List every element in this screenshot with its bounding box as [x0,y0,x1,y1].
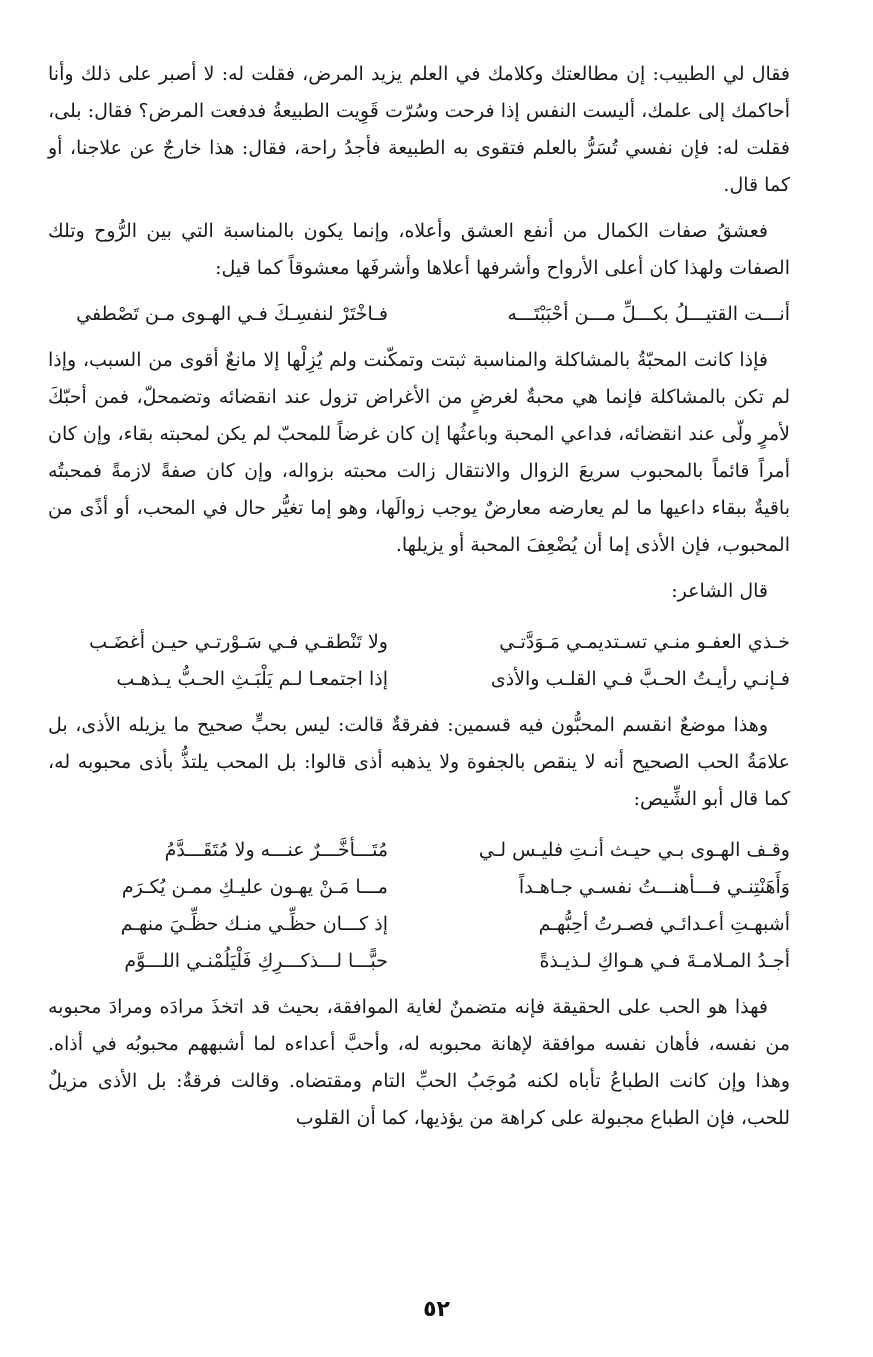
poem-verse [48,943,790,980]
paragraph-two-groups: وهذا موضعٌ انقسم المحبُّون فيه قسمين: ففرقةٌ قالت: ليس بحبٍّ صحيح ما يزيله الأذى، بل علامَةُ الحب الصحيح أنه لا ينقص بالجفوة ولا يذهبه أذى قالوا: بل المحب يلتذُّ بأذى محبوبه له، كما قال أبو الشِّيص: [48,714,790,810]
poem-block-2 [48,624,790,698]
book-page [48,56,790,1137]
verse-second-hemistich: مُتَـــأخَّـــرٌ عنـــه ولا مُتَقَـــدَّمُ [164,839,388,861]
page-number: ٥٢ [423,1297,450,1322]
poem-verse [48,661,790,698]
verse-second-hemistich: حبًّـــا لـــذكـــرِكِ فَلْيَلُمْنـي اللـــوَّم [124,950,388,972]
paragraph-doctor-dialogue: فقال لي الطبيب: إن مطالعتك وكلامك في العلم يزيد المرض، فقلت له: لا أصبر على ذلك وأنا أحاكمك إلى علمك، أليست النفس إذا فرحت وسُرّت قَوِيت الطبيعةُ فدفعت المرض؟ فقال: بلى، فقلت له: فإن نفسي تُسَرُّ بالعلم فتقوى به الطبيعة فأجدُ راحة، فقال: هذا خارجٌ عن علاجنا، أو كما قال. [48,63,790,196]
poem-block-3 [48,832,790,980]
paragraph-affinity: فإذا كانت المحبّةُ بالمشاكلة والمناسبة ثبتت وتمكّنت ولم يُزِلْها إلا مانعٌ أقوى من السبب، وإذا لم تكن بالمشاكلة فإنما هي محبةٌ لغرضٍ من الأغراض تزول عند انقضائه وتضمحلّ، فمن أحبّكَ لأمرٍ ولّى عند انقضائه، فداعي المحبة وباعثُها إن كان غرضاً للمحبّ لم يكن لمحبته بقاء، وإن كان أمراً قائماً بالمحبوب سريعَ الزوال والانتقال زالت محبته بزواله، وإن كان صفةً لازمةً فمحبتُه باقيةٌ ببقاء داعيها ما لم يعارضه معارضٌ يوجب زوالَها، وهو إما تغيُّر حال في المحب، أو أذًى من المحبوب، فإن الأذى إما أن يُضْعِفَ المحبة أو يزيلها. [48,349,790,556]
verse-first-hemistich: أجـدُ المـلامـةَ فـي هـواكِ لـذيـذةً [539,950,790,972]
verse-second-hemistich: ولا تَنْطقـي فـي سَـوْرتـي حيـن أغضَـب [89,631,388,653]
verse-first-hemistich: فـإنـي رأيـتُ الحـبَّ فـي القلـب والأذى [490,668,790,690]
poem-verse [48,624,790,661]
verse-first-hemistich: وَأَهَنْتِنـي فـــأهنـــتُ نفسـي جـاهـداً [518,876,790,898]
poet-heading: قال الشاعر: [671,580,768,602]
poem-verse [48,296,790,333]
poem-verse [48,832,790,869]
verse-second-hemistich: مـــا مَـنْ يهـون عليـكِ ممـن يُكـرَم [121,876,388,898]
paragraph-love-of-perfection: فعشقُ صفات الكمال من أنفع العشق وأعلاه، وإنما يكون بالمناسبة التي بين الرُّوح وتلك الصفات ولهذا كان أعلى الأرواح وأشرفها أعلاها وأشرفَها معشوقاً كما قيل: [48,220,790,279]
verse-first-hemistich: وقـف الهـوى بـي حيـث أنـتِ فليـس لـي [478,839,790,861]
verse-first-hemistich: أنـــت القتيـــلُ بكـــلِّ مـــن أحْبَبْتَـــه [507,303,790,325]
poem-verse [48,869,790,906]
poem-verse [48,906,790,943]
verse-first-hemistich: خـذي العفـو منـي تسـتديمـي مَـوَدَّتـي [499,631,790,653]
paragraph-true-love: فهذا هو الحب على الحقيقة فإنه متضمنٌ لغاية الموافقة، بحيث قد اتخذَ مرادَه ومرادَ محبوبه من نفسه، فأهان نفسه موافقة لإهانة محبوبه له، وأحبَّ أعداءه لما أشبههم محبوبُه في أذاه. وهذا وإن كانت الطباعُ تأباه لكنه مُوجَبُ الحبِّ التام ومقتضاه. وقالت فرقةٌ: بل الأذى مزيلٌ للحب، فإن الطباع مجبولة على كراهة من يؤذيها، كما أن القلوب [48,996,790,1129]
verse-second-hemistich: فـاخْتَرْ لنفسِـكَ فـي الهـوى مـن تَصْطفي [76,303,388,325]
verse-second-hemistich: إذا اجتمعـا لـم يَلْبَـثِ الحـبُّ يـذهـب [116,668,388,690]
verse-first-hemistich: أشبهـتِ أعـدائـي فصـرتُ أحِبُّهـم [538,913,790,935]
verse-second-hemistich: إذ كـــان حظِّـي منـك حظِّـيَ منهـم [120,913,388,935]
